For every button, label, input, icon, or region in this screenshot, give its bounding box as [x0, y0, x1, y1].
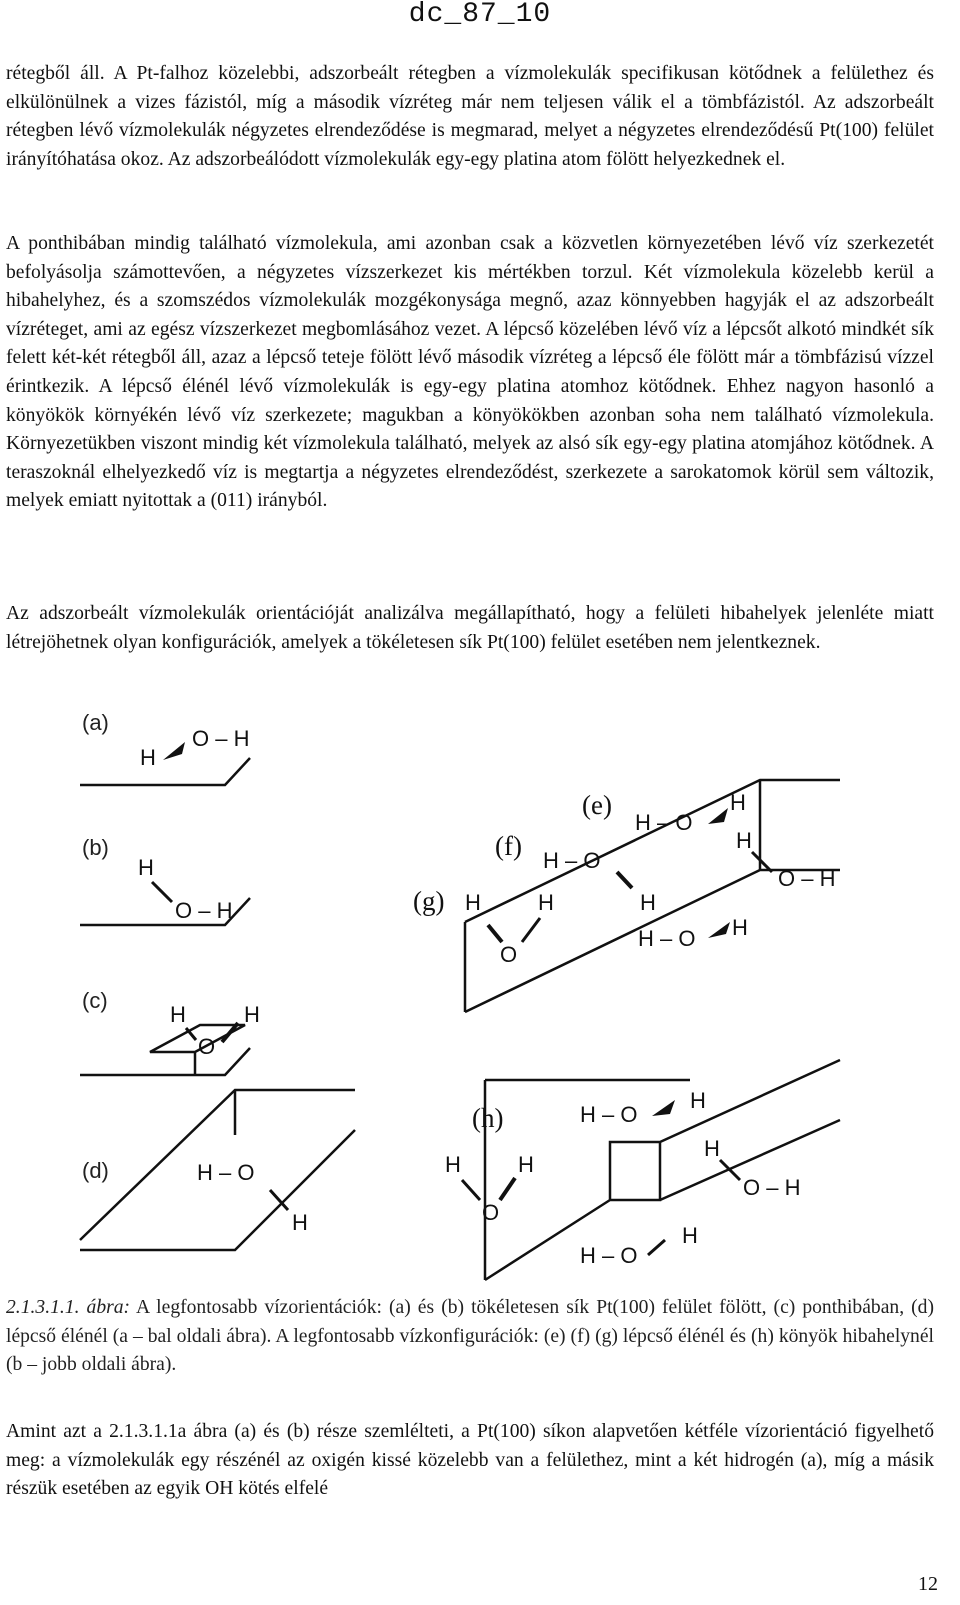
atom-h: H [682, 1223, 698, 1248]
atom-h: H [732, 915, 748, 940]
atom-h: H [244, 1002, 260, 1027]
label-a: (a) [82, 710, 109, 735]
bond-ho: H – O [638, 926, 696, 951]
atom-h: H [640, 890, 656, 915]
label-f: (f) [495, 831, 522, 861]
atom-h: H [170, 1002, 186, 1027]
bond-oh: O – H [778, 866, 836, 891]
atom-o: O [482, 1200, 500, 1225]
atom-o: O [500, 942, 518, 967]
bond-oh: O – H [192, 726, 250, 751]
kink-h [485, 1060, 840, 1280]
wedge-bond [163, 742, 185, 760]
atom-h: H [292, 1210, 308, 1235]
atom-h: H [518, 1152, 534, 1177]
caption-label: 2.1.3.1.1. ábra: [6, 1297, 131, 1318]
label-c: (c) [82, 988, 108, 1013]
label-b: (b) [82, 835, 109, 860]
surface-c [80, 1025, 250, 1075]
atom-h: H [538, 890, 554, 915]
atom-h: H [445, 1152, 461, 1177]
bond-oh: O – H [175, 898, 233, 923]
page-number: 12 [918, 1573, 938, 1595]
paragraph-3: Az adszorbeált vízmolekulák orientációját analizálva megállapítható, hogy a felületi hibahelyek jelenléte miatt létrejöhetnek olyan konfigurációk, amelyek a tökéletesen sík Pt(100) felület esetében nem jelentkeznek. [6, 603, 934, 653]
atom-h: H [465, 890, 481, 915]
paragraph-4: Amint azt a 2.1.3.1.1a ábra (a) és (b) része szemlélteti, a Pt(100) síkon alapvetően kétféle vízorientáció figyelhető meg: a vízmolekulák egy részénél az oxigén kissé közelebb van a felülethez, mint a két hidrogén (a), míg a másik részük esetében az egyik OH kötés elfelé [6, 1421, 934, 1500]
atom-h: H [736, 828, 752, 853]
paragraph-1: rétegből áll. A Pt-falhoz közelebbi, adszorbeált rétegben a vízmolekulák specifikusan kötődnek a felülethez és elkülönülnek a vizes fázistól, míg a második vízréteg már nem teljesen válik el a tömbfázistól. Az adszorbeált rétegben lévő vízmolekulák négyzetes elrendeződése is megmarad, melyet a négyzetes elrendeződésű Pt(100) felület irányítóhatása okoz. Az adszorbeálódott vízmolekulák egy-egy platina atom fölött helyezkednek el. [6, 63, 934, 170]
label-d: (d) [82, 1158, 109, 1183]
label-h: (h) [472, 1103, 504, 1133]
figure-caption [6, 1294, 934, 1380]
water-orientation-figure [0, 690, 960, 1290]
atom-h: H [690, 1088, 706, 1113]
bond-ho: H – O [197, 1160, 255, 1185]
bond-ho: H – O [580, 1243, 638, 1268]
label-e: (e) [582, 790, 612, 820]
figure-svg [0, 690, 960, 1290]
atom-h: H [704, 1136, 720, 1161]
bond-ho: H – O [635, 810, 693, 835]
label-g: (g) [413, 886, 445, 916]
bond-ho: H – O [543, 848, 601, 873]
atom-h: H [138, 855, 154, 880]
atom-h: H [730, 790, 746, 815]
bond-ho: H – O [580, 1102, 638, 1127]
bond-oh: O – H [743, 1175, 801, 1200]
paragraph-2: A ponthibában mindig található vízmolekula, ami azonban csak a közvetlen környezetében lévő víz szerkezetét befolyásolja számottevően, a négyzetes vízszerkezet kis mértékben torzul. Két vízmolekula közelebb kerül a hibahelyhez, és a szomszédos vízmolekulák mozgékonysága megnő, azaz könnyebben hagyják el az adszorbeált vízréteget, ami az egész vízszerkezet megbomlásához vezet. A lépcső közelében lévő víz a lépcsőt alkotó mindkét sík felett két-két rétegből áll, azaz a lépcső teteje fölött lévő második vízréteg a lépcső éle fölött már a tömbfázisú vízzel érintkezik. A lépcső élénél lévő vízmolekulák is egy-egy platina atomhoz kötődnek. Ehhez nagyon hasonló a könyökök környékén lévő víz szerkezete; magukban a könyökökben azonban soha nem található vízmolekula. Környezetükben viszont mindig két vízmolekula található, melyek az alsó sík egy-egy platina atomjához kötődnek. A teraszoknál elhelyezkedő víz is megtartja a négyzetes elrendeződést, szerkezete a sarokatomok körül sem változik, melyek emiatt nyitottak a (011) irányból. [6, 233, 934, 512]
surface-a [80, 758, 250, 785]
caption-text: A legfontosabb vízorientációk: (a) és (b) tökéletesen sík Pt(100) felület fölött, (c) ponthibában, (d) lépcső élénél (a – bal oldali ábra). A legfontosabb vízkonfigurációk: (e) (f) (g) lépcső élénél és (h) könyök hibahelynél (b – jobb oldali ábra). [6, 1297, 934, 1375]
atom-h: H [140, 745, 156, 770]
document-header: dc_87_10 [408, 0, 552, 30]
atom-o: O [198, 1034, 216, 1059]
